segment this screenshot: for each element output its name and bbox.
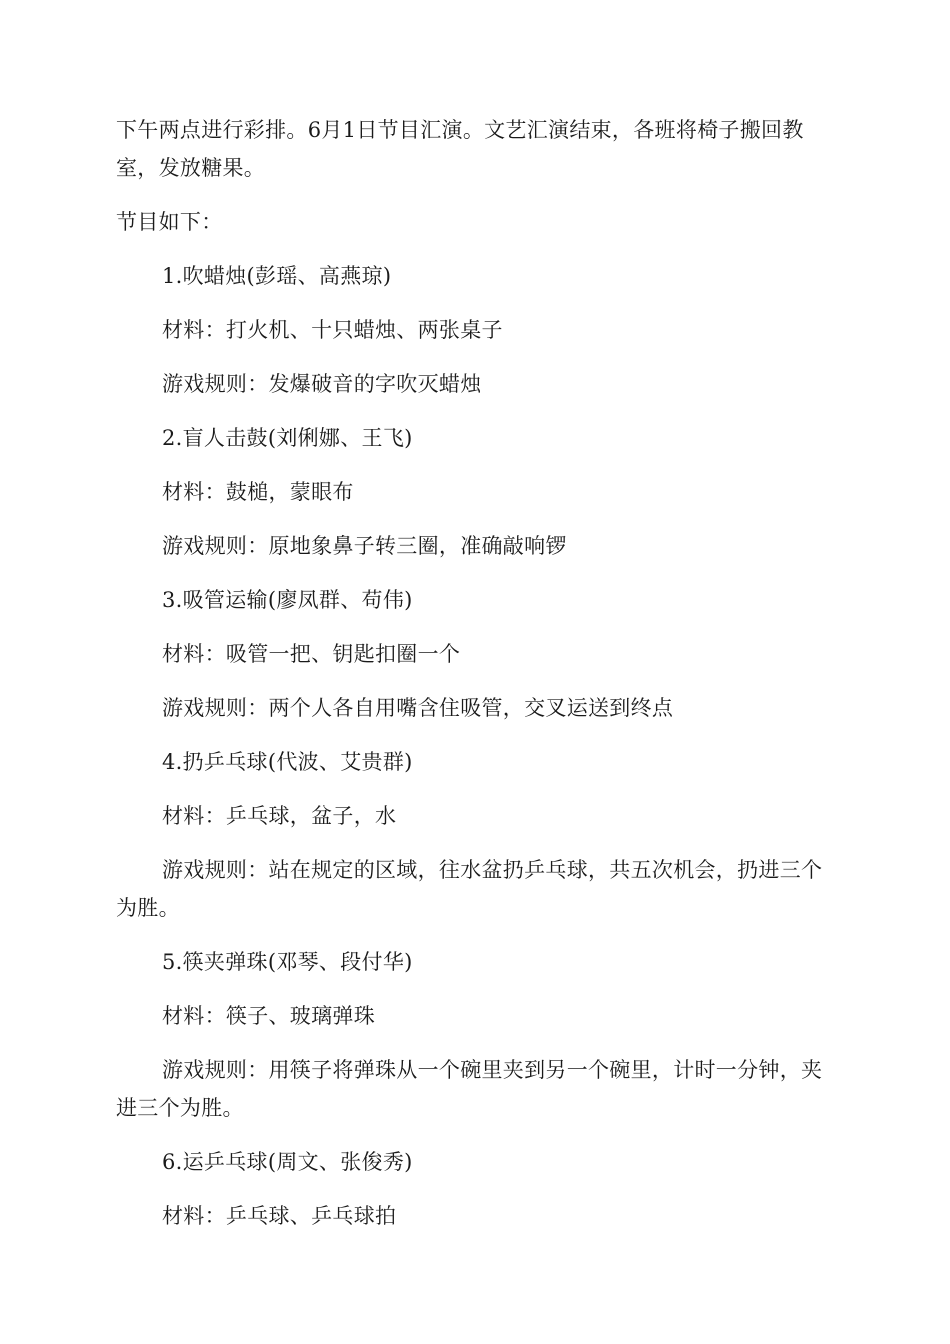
programs-heading: 节目如下：: [116, 210, 223, 234]
intro-paragraph: 下午两点进行彩排。6月1日节目汇演。文艺汇演结束，各班将椅子搬回教室，发放糖果。: [116, 118, 804, 180]
program-materials: 材料：吸管一把、钥匙扣圈一个: [162, 642, 461, 666]
program-rules: 游戏规则：两个人各自用嘴含住吸管，交叉运送到终点: [162, 696, 674, 720]
program-materials: 材料：乒乓球，盆子，水: [162, 804, 397, 828]
program-title: 2.盲人击鼓(刘俐娜、王飞): [162, 426, 413, 450]
program-title: 5.筷夹弹珠(邓琴、段付华): [162, 950, 413, 974]
program-rules: 游戏规则：原地象鼻子转三圈，准确敲响锣: [162, 534, 567, 558]
program-rules: 游戏规则：站在规定的区域，往水盆扔乒乓球，共五次机会，扔进三个为胜。: [116, 858, 823, 920]
program-materials: 材料：打火机、十只蜡烛、两张桌子: [162, 318, 503, 342]
program-materials: 材料：乒乓球、乒乓球拍: [162, 1204, 397, 1228]
program-materials: 材料：筷子、玻璃弹珠: [162, 1004, 375, 1028]
program-title: 1.吹蜡烛(彭瑶、高燕琼): [162, 264, 392, 288]
program-title: 3.吸管运输(廖凤群、苟伟): [162, 588, 413, 612]
program-title: 4.扔乒乓球(代波、艾贵群): [162, 750, 413, 774]
program-title: 6.运乒乓球(周文、张俊秀): [162, 1150, 413, 1174]
program-rules: 游戏规则：发爆破音的字吹灭蜡烛: [162, 372, 482, 396]
program-rules: 游戏规则：用筷子将弹珠从一个碗里夹到另一个碗里，计时一分钟，夹进三个为胜。: [116, 1058, 823, 1120]
program-materials: 材料：鼓槌，蒙眼布: [162, 480, 354, 504]
